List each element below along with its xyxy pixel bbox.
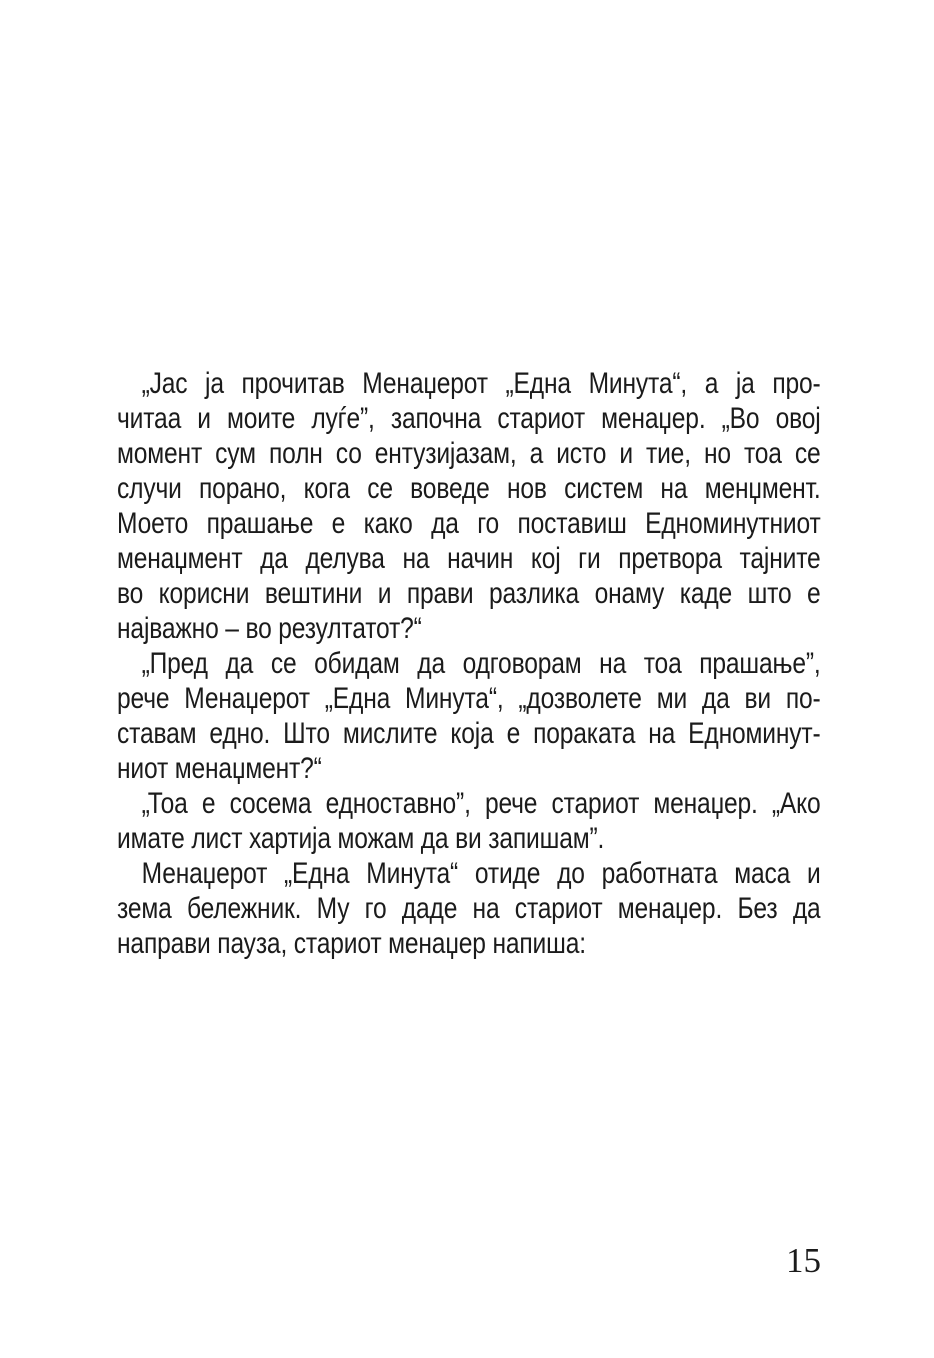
text-line: случи порано, кога се воведе нов систем на менџмент. (117, 472, 821, 505)
text-line: имате лист хартија можам да ви запишам”. (117, 822, 605, 855)
text-line: „Јас ја прочитав Менаџерот „Една Минута“, а ја про- (141, 367, 821, 400)
text-line: Менаџерот „Една Минута“ отиде до работната маса и (141, 857, 821, 890)
text-line: ставам едно. Што мислите која е пораката на Едноминут- (117, 717, 821, 750)
text-line: во корисни вештини и прави разлика онаму каде што е (117, 577, 821, 610)
text-line: момент сум полн со ентузијазам, а исто и тие, но тоа се (117, 437, 821, 470)
text-line: најважно – во резултатот?“ (117, 612, 422, 645)
text-line: менаџмент да делува на начин кој ги претвора тајните (117, 542, 821, 575)
page-number: 15 (786, 1241, 821, 1280)
text-line: „Тоа е сосема едноставно”, рече стариот менаџер. „Ако (141, 787, 821, 820)
body-text (117, 366, 821, 961)
text-line: ниот менаџмент?“ (117, 752, 322, 785)
text-line: читаа и моите луѓе”, започна стариот менаџер. „Во овој (117, 402, 821, 435)
text-line: рече Менаџерот „Една Минута“, „дозволете ми да ви по- (117, 682, 821, 715)
text-line: направи пауза, стариот менаџер напиша: (117, 927, 586, 960)
text-line: зема бележник. Му го даде на стариот менаџер. Без да (117, 892, 821, 925)
text-line: Моето прашање е како да го поставиш Едноминутниот (117, 507, 821, 540)
text-line: „Пред да се обидам да одговорам на тоа прашање”, (141, 647, 821, 680)
